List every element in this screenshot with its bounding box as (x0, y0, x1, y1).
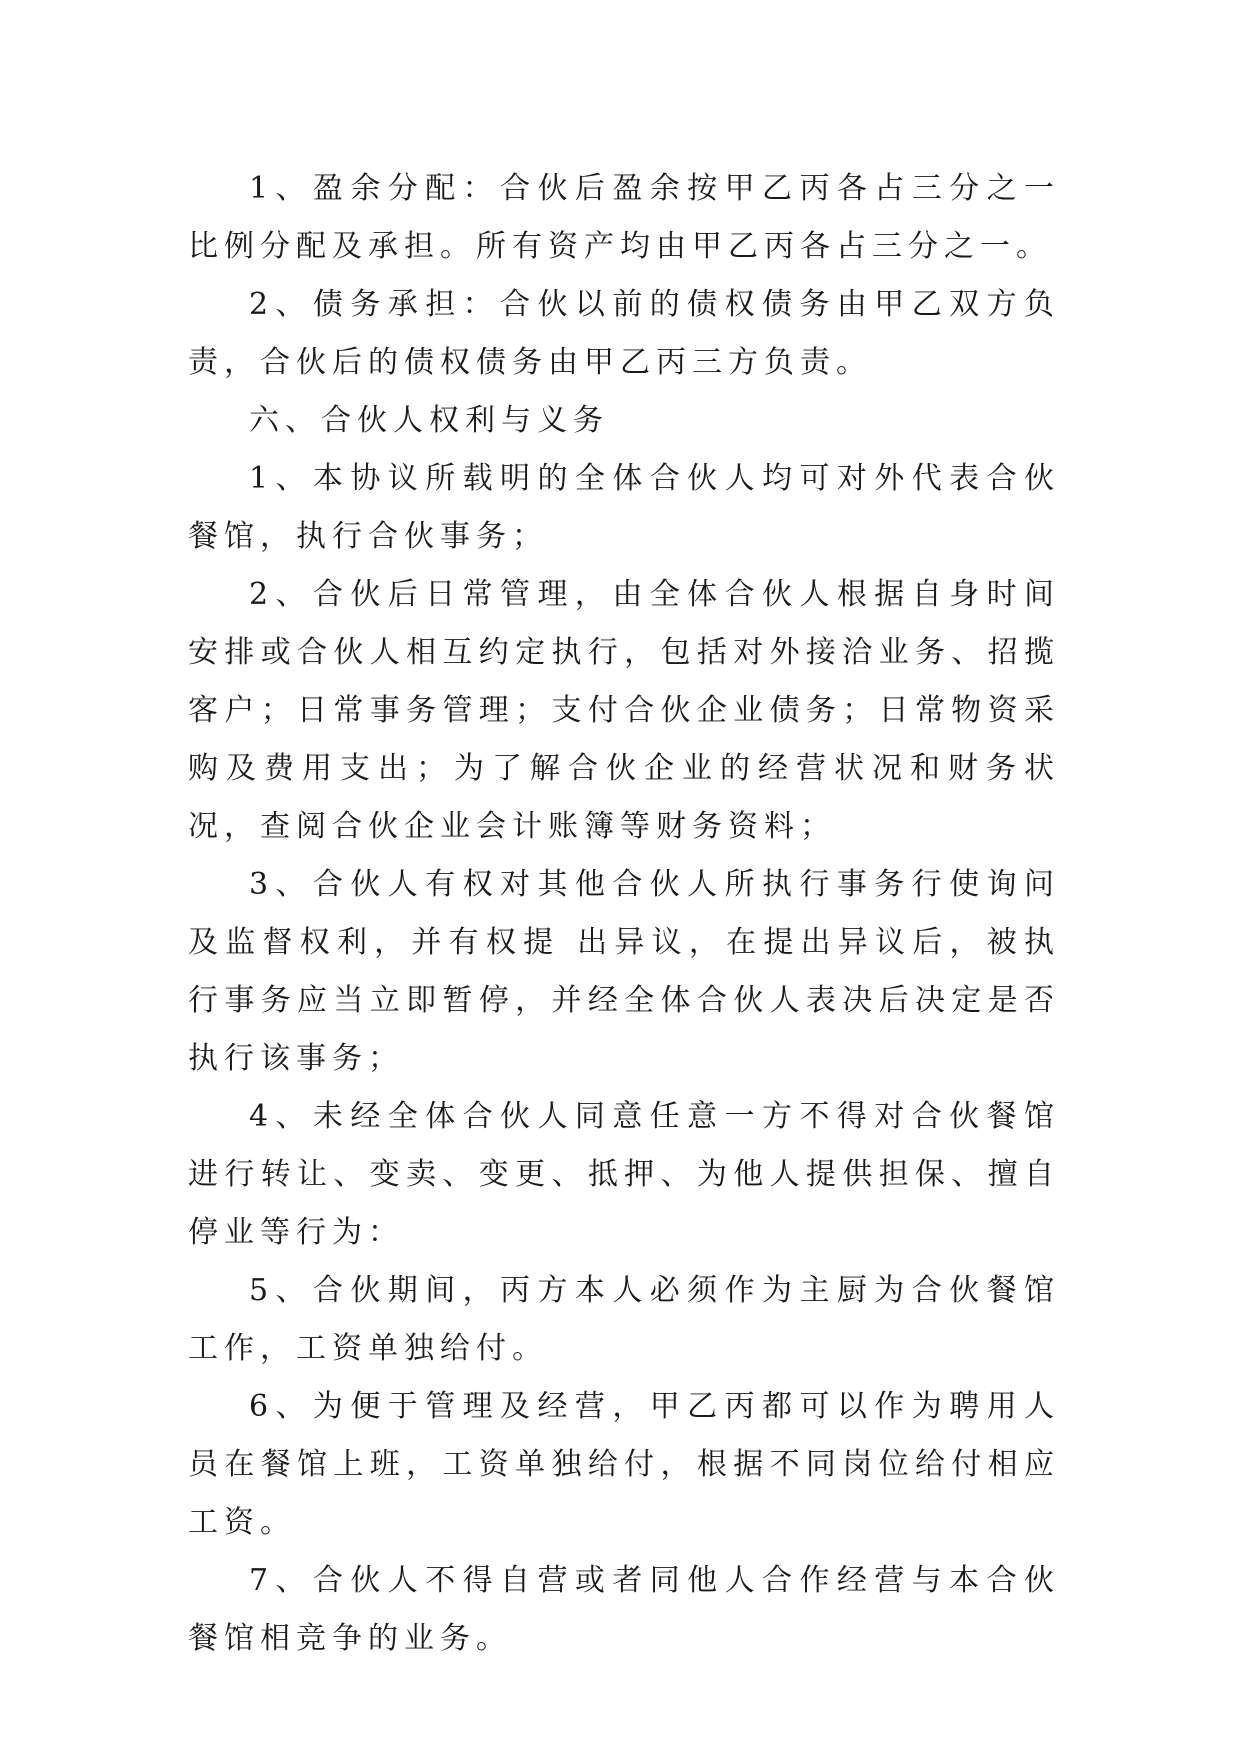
paragraph-supervision-rights: 3、合伙人有权对其他合伙人所执行事务行使询问及监督权利，并有权提 出异议，在提出异议后，被执行事务应当立即暂停，并经全体合伙人表决后决定是否执行该事务； (188, 867, 1060, 1076)
paragraph-head-chef: 5、合伙期间，丙方本人必须作为主厨为合伙餐馆工作，工资单独给付。 (188, 1273, 1060, 1366)
paragraph-represent-partnership: 1、本协议所载明的全体合伙人均可对外代表合伙餐馆，执行合伙事务； (188, 461, 1060, 554)
paragraph-profit-distribution: 1、盈余分配：合伙后盈余按甲乙丙各占三分之一比例分配及承担。所有资产均由甲乙丙各占三分之一。 (188, 171, 1060, 264)
paragraph-prohibited-actions: 4、未经全体合伙人同意任意一方不得对合伙餐馆进行转让、变卖、变更、抵押、为他人提供担保、擅自停业等行为： (188, 1099, 1060, 1250)
paragraph-employment: 6、为便于管理及经营，甲乙丙都可以作为聘用人员在餐馆上班，工资单独给付，根据不同岗位给付相应工资。 (188, 1389, 1060, 1540)
paragraph-non-compete: 7、合伙人不得自营或者同他人合作经营与本合伙餐馆相竞争的业务。 (188, 1563, 1060, 1656)
paragraph-daily-management: 2、合伙后日常管理，由全体合伙人根据自身时间安排或合伙人相互约定执行，包括对外接洽业务、招揽客户；日常事务管理；支付合伙企业债务；日常物资采购及费用支出；为了解合伙企业的经营状况和财务状况，查阅合伙企业会计账簿等财务资料； (188, 577, 1060, 844)
section-heading-partner-rights: 六、合伙人权利与义务 (249, 403, 609, 438)
paragraph-debt-liability: 2、债务承担：合伙以前的债权债务由甲乙双方负责，合伙后的债权债务由甲乙丙三方负责。 (188, 287, 1060, 380)
document-body (188, 160, 1060, 1668)
